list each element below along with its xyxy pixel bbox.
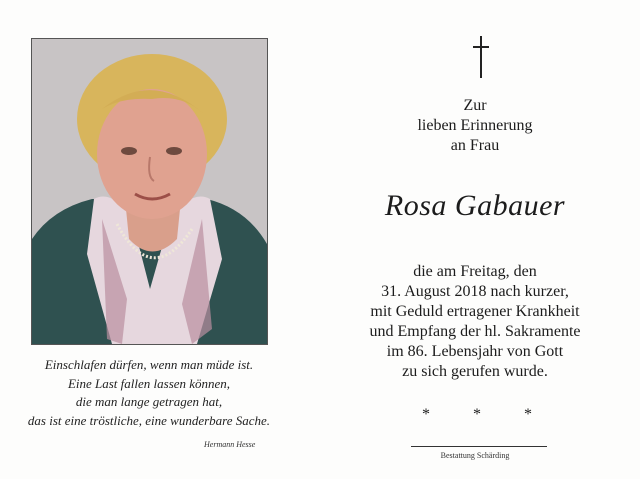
asterisk-icon: * xyxy=(422,406,430,423)
quote-line: Einschlafen dürfen, wenn man müde ist. xyxy=(44,357,254,372)
quote-line: Eine Last fallen lassen können, xyxy=(67,375,231,391)
obituary-text xyxy=(310,262,640,382)
quote-line: das ist eine tröstliche, eine wunderbare Sache. xyxy=(27,412,271,428)
quote-author: Hermann Hesse xyxy=(204,440,256,449)
asterisk-icon: * xyxy=(524,406,532,423)
heading-line: an Frau xyxy=(450,137,500,154)
obituary-line: im 86. Lebensjahr von Gott xyxy=(386,343,564,360)
obituary-line: und Empfang der hl. Sakramente xyxy=(369,323,581,340)
divider-line xyxy=(411,446,547,447)
heading-line: lieben Erinnerung xyxy=(417,117,533,134)
asterisk-icon: * xyxy=(473,406,481,423)
cross-icon xyxy=(473,36,489,78)
deceased-name: Rosa Gabauer xyxy=(384,189,566,222)
quote-line: die man lange getragen hat, xyxy=(75,394,223,409)
quote-block xyxy=(18,356,280,449)
obituary-line: 31. August 2018 nach kurzer, xyxy=(381,283,569,300)
star-divider xyxy=(422,406,532,424)
obituary-line: zu sich gerufen wurde. xyxy=(402,363,548,380)
funeral-home: Bestattung Schärding xyxy=(440,451,510,460)
heading xyxy=(310,96,640,156)
obituary-line: mit Geduld ertragener Krankheit xyxy=(370,303,580,320)
heading-line: Zur xyxy=(463,97,487,114)
portrait-photo xyxy=(31,38,268,345)
obituary-line: die am Freitag, den xyxy=(413,263,537,280)
